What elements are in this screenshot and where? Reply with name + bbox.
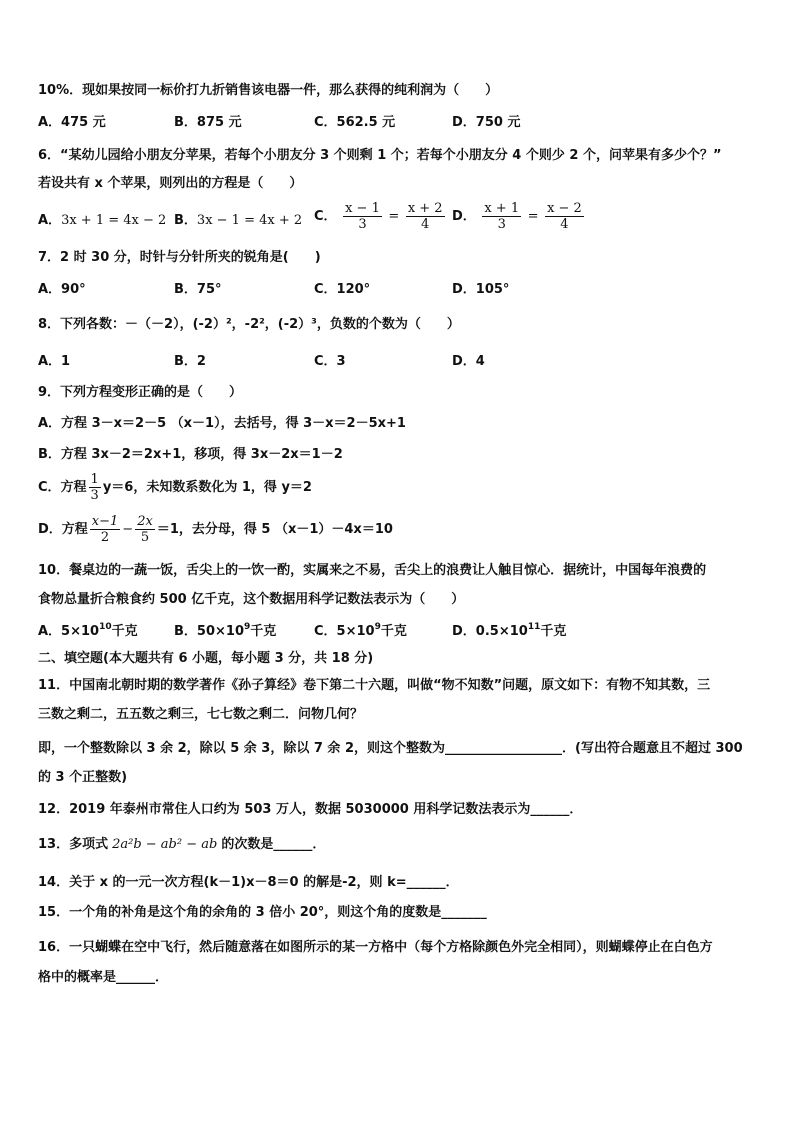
numerator: x − 2: [547, 201, 582, 216]
numerator: x + 2: [407, 201, 443, 216]
denominator: 4: [560, 217, 569, 232]
denominator: 4: [421, 217, 430, 232]
q10-option-a-unit: 千克: [111, 624, 138, 639]
q8-option-c: C．3: [314, 354, 346, 369]
q14: 14．关于 x 的一元一次方程(k－1)x－8＝0 的解是-2，则 k=______．: [38, 875, 459, 890]
q11-line2: 三数之剩二，五五数之剩三，七七数之剩二．问物几何？: [38, 707, 364, 722]
q6-option-d: [452, 201, 586, 232]
q10-option-d: [452, 623, 566, 641]
q5-option-c: C．562.5 元: [314, 115, 396, 130]
q5-option-a: A．475 元: [38, 115, 106, 130]
q11-line4: 的 3 个正整数): [38, 770, 128, 785]
equals-sign: =: [388, 209, 400, 224]
q9-option-c-prefix: C．方程: [38, 480, 87, 495]
q6-option-c-label: C．: [314, 209, 337, 224]
q13-prefix: 13．多项式: [38, 837, 109, 852]
q7-option-b: B．75°: [174, 282, 222, 297]
q6-option-d-fraction-right: [545, 201, 584, 232]
q6-option-b-expr: 3x − 1 = 4x + 2: [196, 213, 303, 228]
q9-option-d-fraction-right: [135, 514, 155, 545]
q6-option-a-expr: 3x + 1 = 4x − 2: [61, 213, 167, 228]
numerator: x−1: [91, 514, 119, 529]
q9-option-c-suffix: y＝6，未知数系数化为 1，得 y＝2: [102, 480, 312, 495]
q11-line3: 即，一个整数除以 3 余 2，除以 5 余 3，除以 7 余 2，则这个整数为__________________．(写出符合题意且不超过 300: [38, 741, 743, 756]
section-2-heading: 二、填空题(本大题共有 6 小题，每小题 3 分，共 18 分): [38, 651, 374, 666]
q9-option-c: [38, 472, 312, 503]
q10-option-c-unit: 千克: [380, 624, 407, 639]
q13: [38, 836, 325, 854]
q11-line1: 11．中国南北朝时期的数学著作《孙子算经》卷下第二十六题，叫做“物不知数”问题，原文如下：有物不知其数，三: [38, 678, 711, 693]
q6-option-c-fraction-left: [343, 201, 382, 232]
q9-stem: 9．下列方程变形正确的是（ ）: [38, 385, 243, 400]
q10-stem-line1: 10．餐桌边的一蔬一饭，舌尖上的一饮一酌，实属来之不易，舌尖上的浪费让人触目惊心．据统计，中国每年浪费的: [38, 563, 707, 578]
numerator: 1: [90, 472, 99, 487]
q6-option-c: [314, 201, 447, 232]
q16-line1: 16．一只蝴蝶在空中飞行，然后随意落在如图所示的某一方格中（每个方格除颜色外完全相同），则蝴蝶停止在白色方: [38, 940, 713, 955]
q9-option-d: [38, 514, 393, 545]
q10-option-c: [314, 623, 407, 641]
q9-option-a: A．方程 3－x＝2－5 （x－1），去括号，得 3－x＝2－5x+1: [38, 416, 406, 431]
q8-option-a: A．1: [38, 354, 71, 369]
q12: 12．2019 年泰州市常住人口约为 503 万人，数据 5030000 用科学记数法表示为______．: [38, 802, 583, 817]
q10-option-b-exponent: 9: [243, 622, 251, 632]
q7-option-c: C．120°: [314, 282, 371, 297]
q5-option-b: B．875 元: [174, 115, 242, 130]
q10-option-d-exponent: 11: [527, 622, 541, 632]
q7-option-a: A．90°: [38, 282, 86, 297]
q10-option-b-unit: 千克: [250, 624, 277, 639]
q6-option-b: [174, 212, 302, 230]
numerator: 2x: [137, 514, 153, 529]
q8-option-b: B．2: [174, 354, 206, 369]
denominator: 3: [90, 488, 99, 503]
q5-stem-tail: 10%．现如果按同一标价打九折销售该电器一件，那么获得的纯利润为（ ）: [38, 83, 499, 98]
equals-sign: =: [527, 209, 539, 224]
q6-option-b-label: B．: [174, 213, 197, 228]
denominator: 3: [358, 217, 367, 232]
q10-option-d-unit: 千克: [540, 624, 567, 639]
q10-option-a-base: A．5×10: [38, 624, 100, 639]
q9-option-b: B．方程 3x－2＝2x+1，移项，得 3x－2x＝1－2: [38, 447, 343, 462]
q6-option-c-fraction-right: [406, 201, 445, 232]
q6-option-a: [38, 212, 166, 230]
q13-suffix: 的次数是______．: [221, 837, 326, 852]
q7-option-d: D．105°: [452, 282, 510, 297]
q6-option-a-label: A．: [38, 213, 62, 228]
q9-option-d-prefix: D．方程: [38, 522, 88, 537]
q13-polynomial: 2a²b − ab² − ab: [112, 837, 218, 852]
numerator: x − 1: [345, 201, 380, 216]
q6-stem-line2: 若设共有 x 个苹果，则列出的方程是（ ）: [38, 176, 303, 191]
q16-line2: 格中的概率是______．: [38, 970, 169, 985]
q10-option-b: [174, 623, 276, 641]
q6-stem-line1: 6．“某幼儿园给小朋友分苹果，若每个小朋友分 3 个则剩 1 个；若每个小朋友分 4 个则少 2 个，问苹果有多少个？”: [38, 148, 722, 163]
numerator: x + 1: [484, 201, 520, 216]
q10-option-a: [38, 623, 138, 641]
q6-option-d-fraction-left: [482, 201, 521, 232]
q9-option-d-suffix: ＝1，去分母，得 5 （x－1）－4x＝10: [156, 522, 393, 537]
denominator: 2: [100, 530, 110, 545]
q9-option-d-fraction-left: [90, 514, 121, 545]
q10-option-d-base: D．0.5×10: [452, 624, 528, 639]
q7-stem: 7．2 时 30 分，时针与分针所夹的锐角是( ): [38, 250, 321, 265]
q5-option-d: D．750 元: [452, 115, 521, 130]
q15: 15．一个角的补角是这个角的余角的 3 倍小 20°，则这个角的度数是_______: [38, 905, 487, 920]
q10-option-a-exponent: 10: [99, 622, 112, 632]
minus-sign: −: [122, 522, 134, 537]
q10-option-c-exponent: 9: [374, 622, 381, 632]
q10-option-b-base: B．50×10: [174, 624, 244, 639]
q6-option-d-label: D．: [452, 209, 476, 224]
q10-option-c-base: C．5×10: [314, 624, 375, 639]
denominator: 5: [140, 530, 150, 545]
q8-option-d: D．4: [452, 354, 485, 369]
q8-stem: 8．下列各数：－（－2），(-2）²，-2²，(-2）³，负数的个数为（ ）: [38, 317, 460, 332]
denominator: 3: [497, 217, 506, 232]
q10-stem-line2: 食物总量折合粮食约 500 亿千克，这个数据用科学记数法表示为（ ）: [38, 592, 465, 607]
q9-option-c-fraction: [89, 472, 101, 503]
